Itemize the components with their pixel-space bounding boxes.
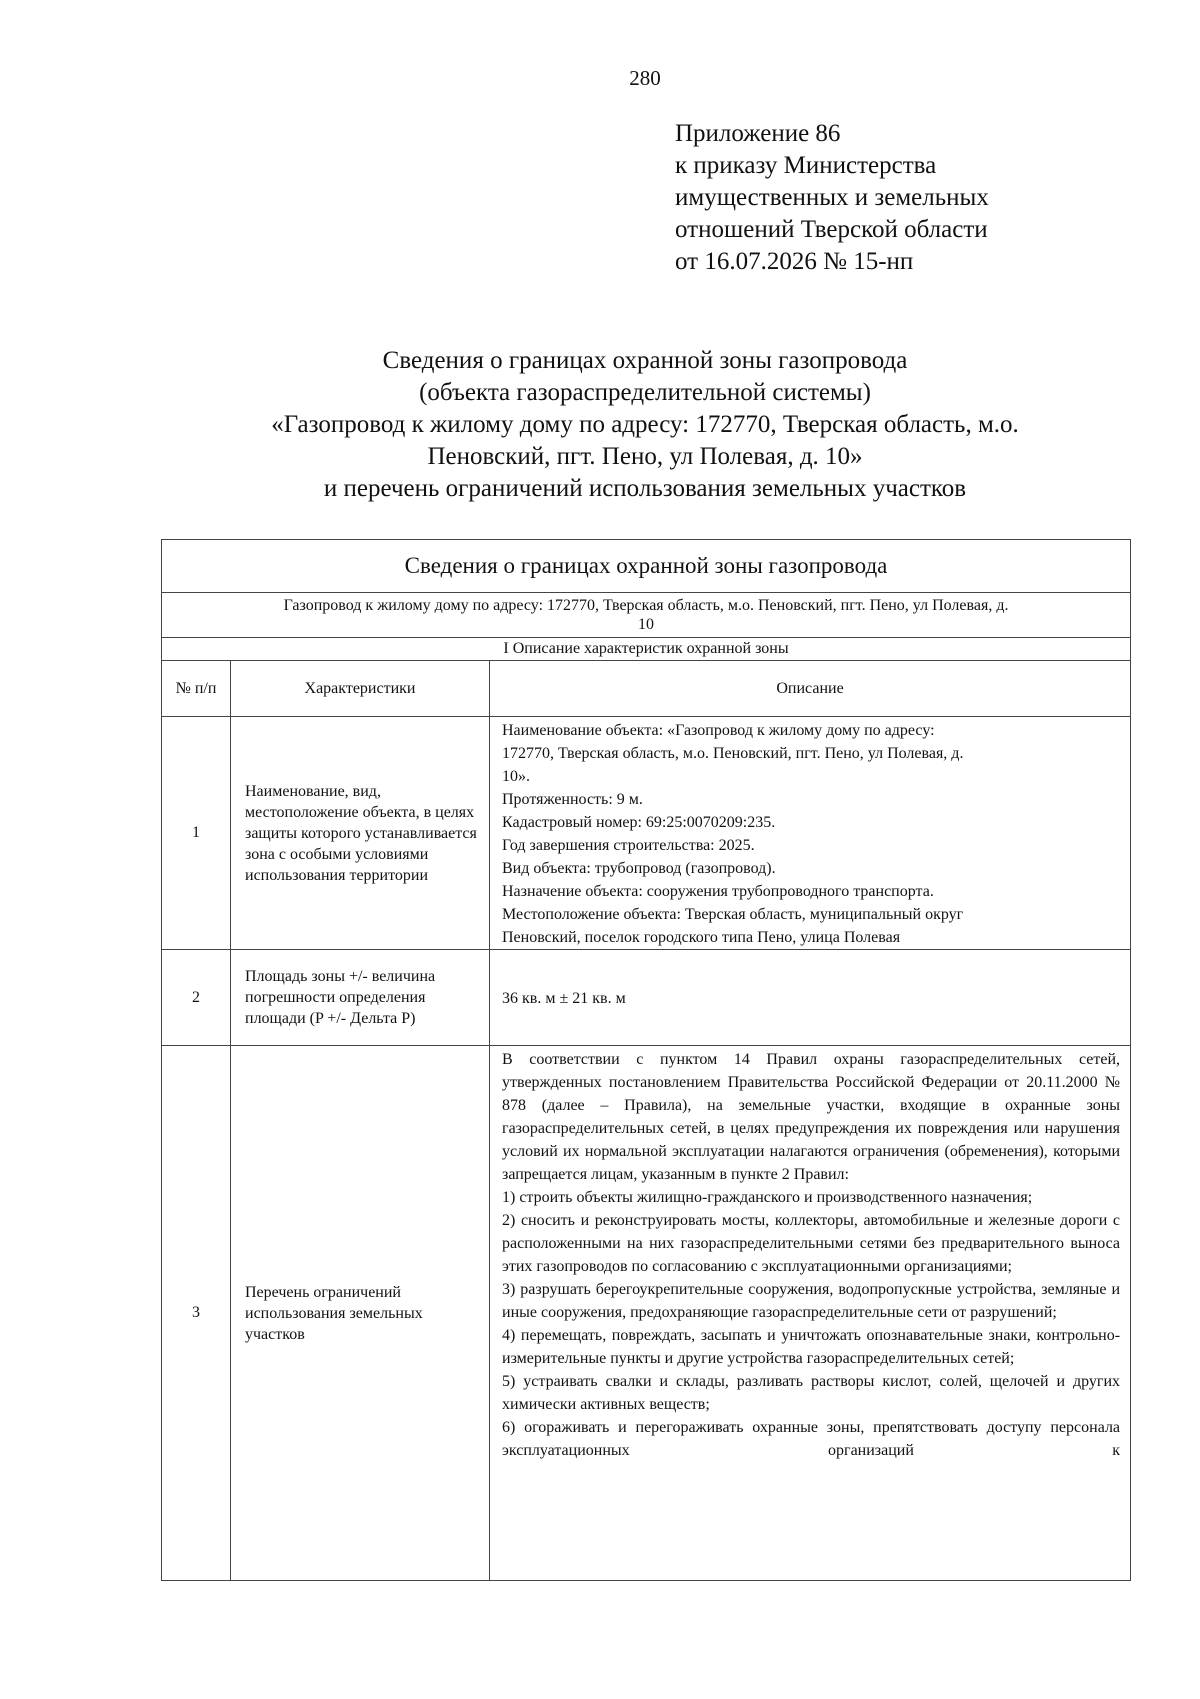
description-line: Назначение объекта: сооружения трубопроводного транспорта. (502, 883, 934, 900)
description-line: Пеновский, поселок городского типа Пено, улица Полевая (502, 929, 901, 946)
appendix-line: к приказу Министерства (675, 152, 937, 179)
row-description (490, 1046, 1131, 1581)
row-number: 2 (162, 950, 231, 1046)
row-description: 36 кв. м ± 21 кв. м (490, 950, 1131, 1046)
title-line: «Газопровод к жилому дому по адресу: 172770, Тверская область, м.о. (271, 411, 1019, 438)
table-row (162, 1046, 1131, 1581)
description-line: Год завершения строительства: 2025. (502, 837, 755, 854)
column-header-characteristics: Характеристики (231, 661, 490, 717)
table-row (162, 717, 1131, 950)
object-name-cell (162, 593, 1131, 638)
description-line: 172770, Тверская область, м.о. Пеновский, пгт. Пено, ул Полевая, д. (502, 745, 964, 762)
zone-table (161, 539, 1131, 1581)
row-characteristic: Наименование, вид, местоположение объекта, в целях защиты которого устанавливается зона с особыми условиями использования территории (231, 717, 490, 950)
description-line: 10». (502, 768, 530, 785)
description-paragraph: 3) разрушать берегоукрепительные сооружения, водопропускные устройства, земляные и иные сооружения, предохраняющие газораспределительные сети от разрушений; (502, 1281, 1121, 1321)
object-line: Газопровод к жилому дому по адресу: 172770, Тверская область, м.о. Пеновский, пгт. Пено, ул Полевая, д. (283, 597, 1009, 614)
description-paragraph: 6) огораживать и перегораживать охранные зоны, препятствовать доступу персонала эксплуатационных организаций к (502, 1419, 1121, 1459)
row-description (490, 717, 1131, 950)
row-number: 1 (162, 717, 231, 950)
title-line: (объекта газораспределительной системы) (419, 379, 871, 406)
appendix-header (675, 118, 989, 278)
description-paragraph: 5) устраивать свалки и склады, разливать растворы кислот, солей, щелочей и других химически активных веществ; (502, 1373, 1121, 1413)
description-line: Протяженность: 9 м. (502, 791, 643, 808)
title-line: Сведения о границах охранной зоны газопровода (382, 347, 908, 374)
row-characteristic: Перечень ограничений использования земельных участков (231, 1046, 490, 1581)
description-line: Наименование объекта: «Газопровод к жилому дому по адресу: (502, 722, 935, 739)
row-number: 3 (162, 1046, 231, 1581)
document-title (160, 345, 1130, 505)
description-paragraph: В соответствии с пунктом 14 Правил охраны газораспределительных сетей, утвержденных постановлением Правительства Российской Федерации от 20.11.2000 № 878 (далее – Правила), на земельные участки, входящие в охранные зоны газораспределительных сетей, в целях предупреждения их повреждения или нарушения условий их нормальной эксплуатации налагаются ограничения (обременения), которыми запрещается лицам, указанным в пункте 2 Правил: (502, 1051, 1121, 1183)
appendix-line: от 16.07.2026 № 15-нп (675, 248, 914, 275)
table-heading: Сведения о границах охранной зоны газопровода (162, 540, 1131, 593)
appendix-line: имущественных и земельных (675, 184, 989, 211)
appendix-line: Приложение 86 (675, 120, 841, 147)
column-header-number: № п/п (162, 661, 231, 717)
title-line: Пеновский, пгт. Пено, ул Полевая, д. 10» (427, 443, 863, 470)
description-paragraph: 1) строить объекты жилищно-гражданского и производственного назначения; (502, 1189, 1033, 1206)
section-heading: I Описание характеристик охранной зоны (162, 638, 1131, 661)
appendix-line: отношений Тверской области (675, 216, 988, 243)
object-line: 10 (638, 616, 655, 633)
column-header-description: Описание (490, 661, 1131, 717)
description-paragraph: 2) сносить и реконструировать мосты, коллекторы, автомобильные и железные дороги с расположенными на них газораспределительными сетями без предварительного выноса этих газопроводов по согласованию с эксплуатационными организациями; (502, 1212, 1121, 1275)
table-row (162, 950, 1131, 1046)
description-line: Вид объекта: трубопровод (газопровод). (502, 860, 776, 877)
description-paragraph: 4) перемещать, повреждать, засыпать и уничтожать опознавательные знаки, контрольно-измерительные пункты и другие устройства газораспределительных сетей; (502, 1327, 1121, 1367)
description-line: Кадастровый номер: 69:25:0070209:235. (502, 814, 776, 831)
title-line: и перечень ограничений использования земельных участков (323, 475, 967, 502)
page-number: 280 (629, 66, 661, 90)
description-line: Местоположение объекта: Тверская область, муниципальный округ (502, 906, 964, 923)
row-characteristic: Площадь зоны +/- величина погрешности определения площади (P +/- Дельта P) (231, 950, 490, 1046)
